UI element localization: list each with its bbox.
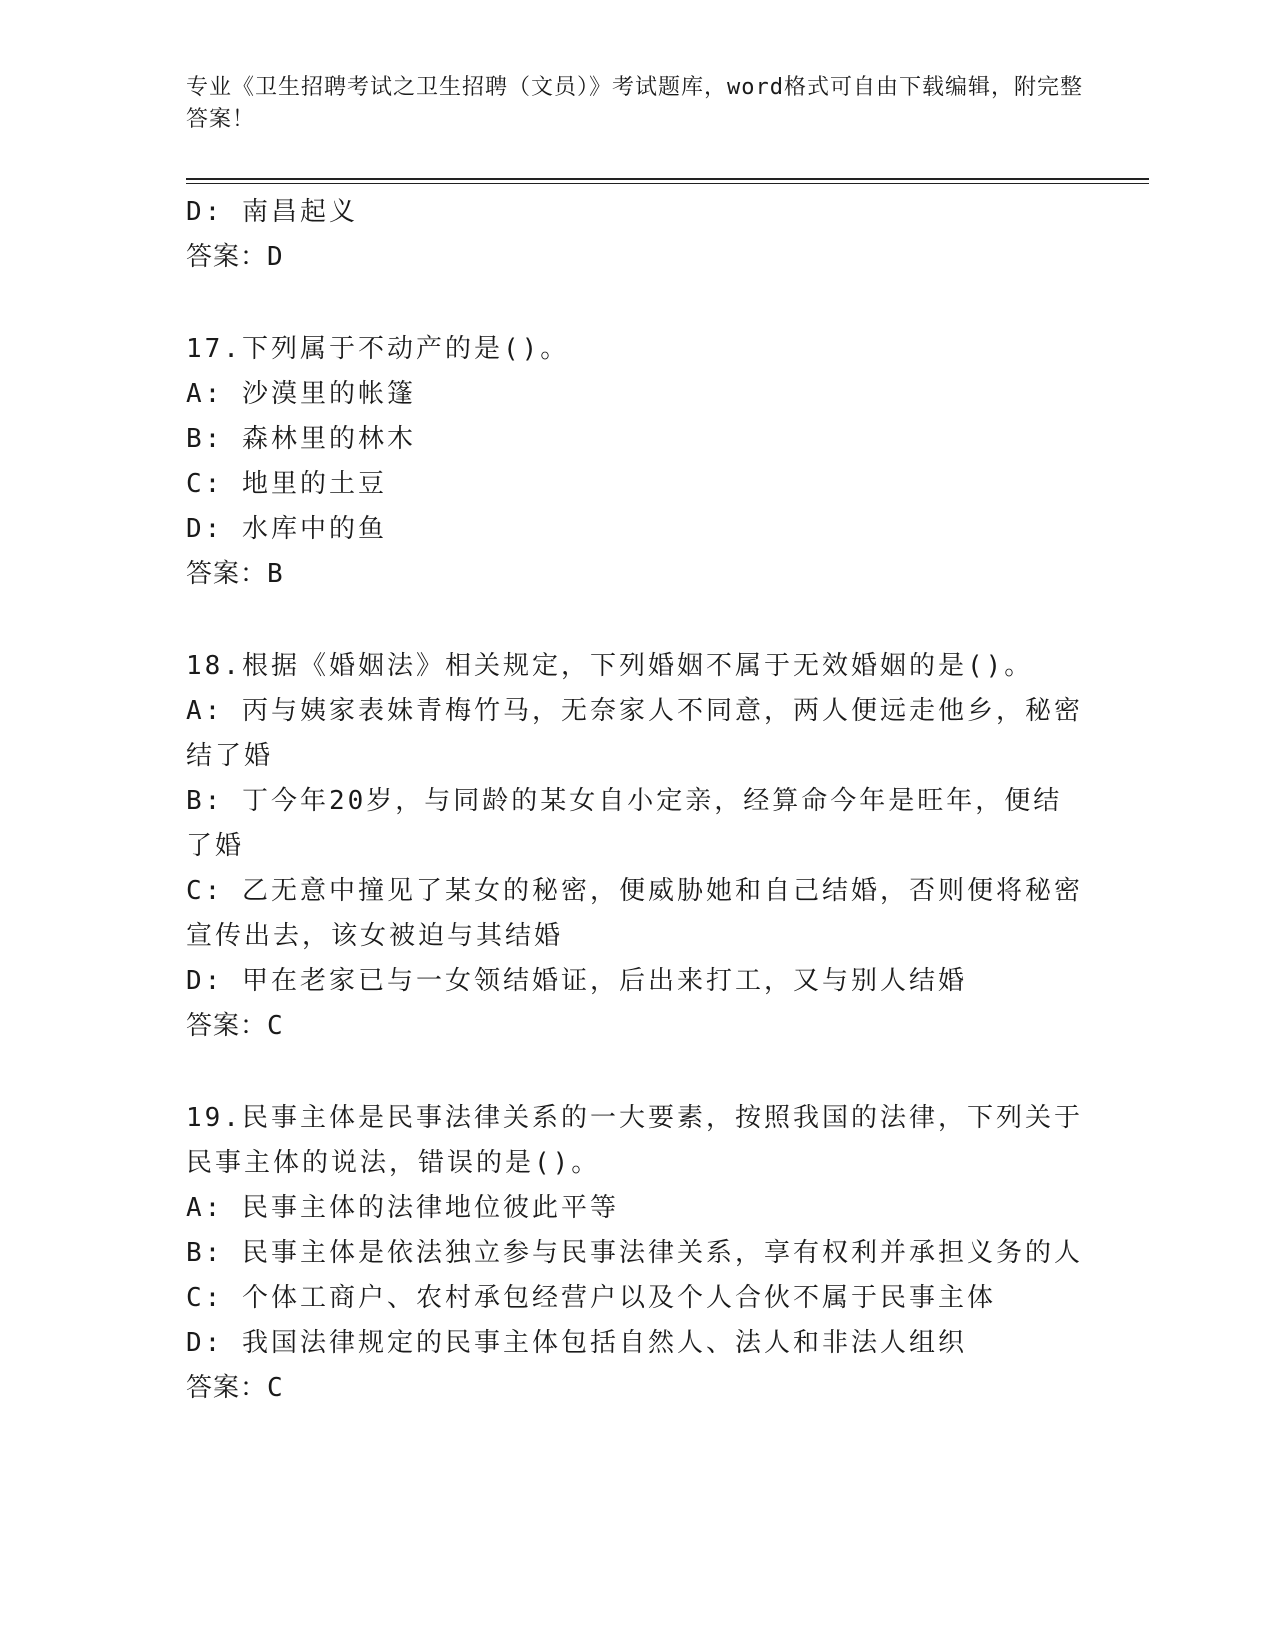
option-b: B: 森林里的林木: [186, 424, 416, 454]
option-a: A: 丙与姨家表妹青梅竹马，无奈家人不同意，两人便远走他乡，秘密结了婚: [186, 696, 1083, 771]
option-b: B: 民事主体是依法独立参与民事法律关系，享有权利并承担义务的人: [186, 1238, 1083, 1268]
question-17: [186, 327, 1086, 597]
question-stem: 17.下列属于不动产的是()。: [186, 334, 570, 364]
option-d: D: 水库中的鱼: [186, 514, 387, 544]
answer-label: 答案：: [186, 242, 268, 272]
option-c: C: 个体工商户、农村承包经营户以及个人合伙不属于民事主体: [186, 1283, 996, 1313]
answer-line: [186, 1004, 1086, 1049]
answer-line: [186, 552, 1086, 597]
page-header: 专业《卫生招聘考试之卫生招聘（文员）》考试题库，word格式可自由下载编辑，附完整答案！: [186, 75, 1083, 132]
option-d: D: 我国法律规定的民事主体包括自然人、法人和非法人组织: [186, 1328, 967, 1358]
answer-value: C: [267, 1373, 284, 1403]
answer-value: B: [267, 559, 284, 589]
previous-question-tail: [186, 190, 1086, 280]
option-b: B: 丁今年20岁，与同龄的某女自小定亲，经算命今年是旺年，便结了婚: [186, 786, 1063, 861]
answer-label: 答案：: [186, 1011, 268, 1041]
option-a: A: 沙漠里的帐篷: [186, 379, 416, 409]
header-divider-thick: [186, 178, 1149, 180]
option-d: D: 南昌起义: [186, 197, 358, 227]
question-content: [186, 190, 1086, 1411]
header-divider-thin: [186, 183, 1149, 184]
option-c: C: 地里的土豆: [186, 469, 387, 499]
option-c: C: 乙无意中撞见了某女的秘密，便威胁她和自己结婚，否则便将秘密宣传出去，该女被迫与其结婚: [186, 876, 1083, 951]
question-stem: 19.民事主体是民事法律关系的一大要素，按照我国的法律，下列关于民事主体的说法，错误的是()。: [186, 1103, 1083, 1178]
question-stem: 18.根据《婚姻法》相关规定，下列婚姻不属于无效婚姻的是()。: [186, 651, 1034, 681]
option-d: D: 甲在老家已与一女领结婚证，后出来打工，又与别人结婚: [186, 966, 967, 996]
answer-line: [186, 235, 1086, 280]
answer-value: D: [267, 242, 284, 272]
answer-label: 答案：: [186, 559, 268, 589]
option-a: A: 民事主体的法律地位彼此平等: [186, 1193, 619, 1223]
question-18: [186, 644, 1086, 1049]
answer-label: 答案：: [186, 1373, 268, 1403]
answer-value: C: [267, 1011, 284, 1041]
answer-line: [186, 1366, 1086, 1411]
question-19: [186, 1096, 1086, 1411]
